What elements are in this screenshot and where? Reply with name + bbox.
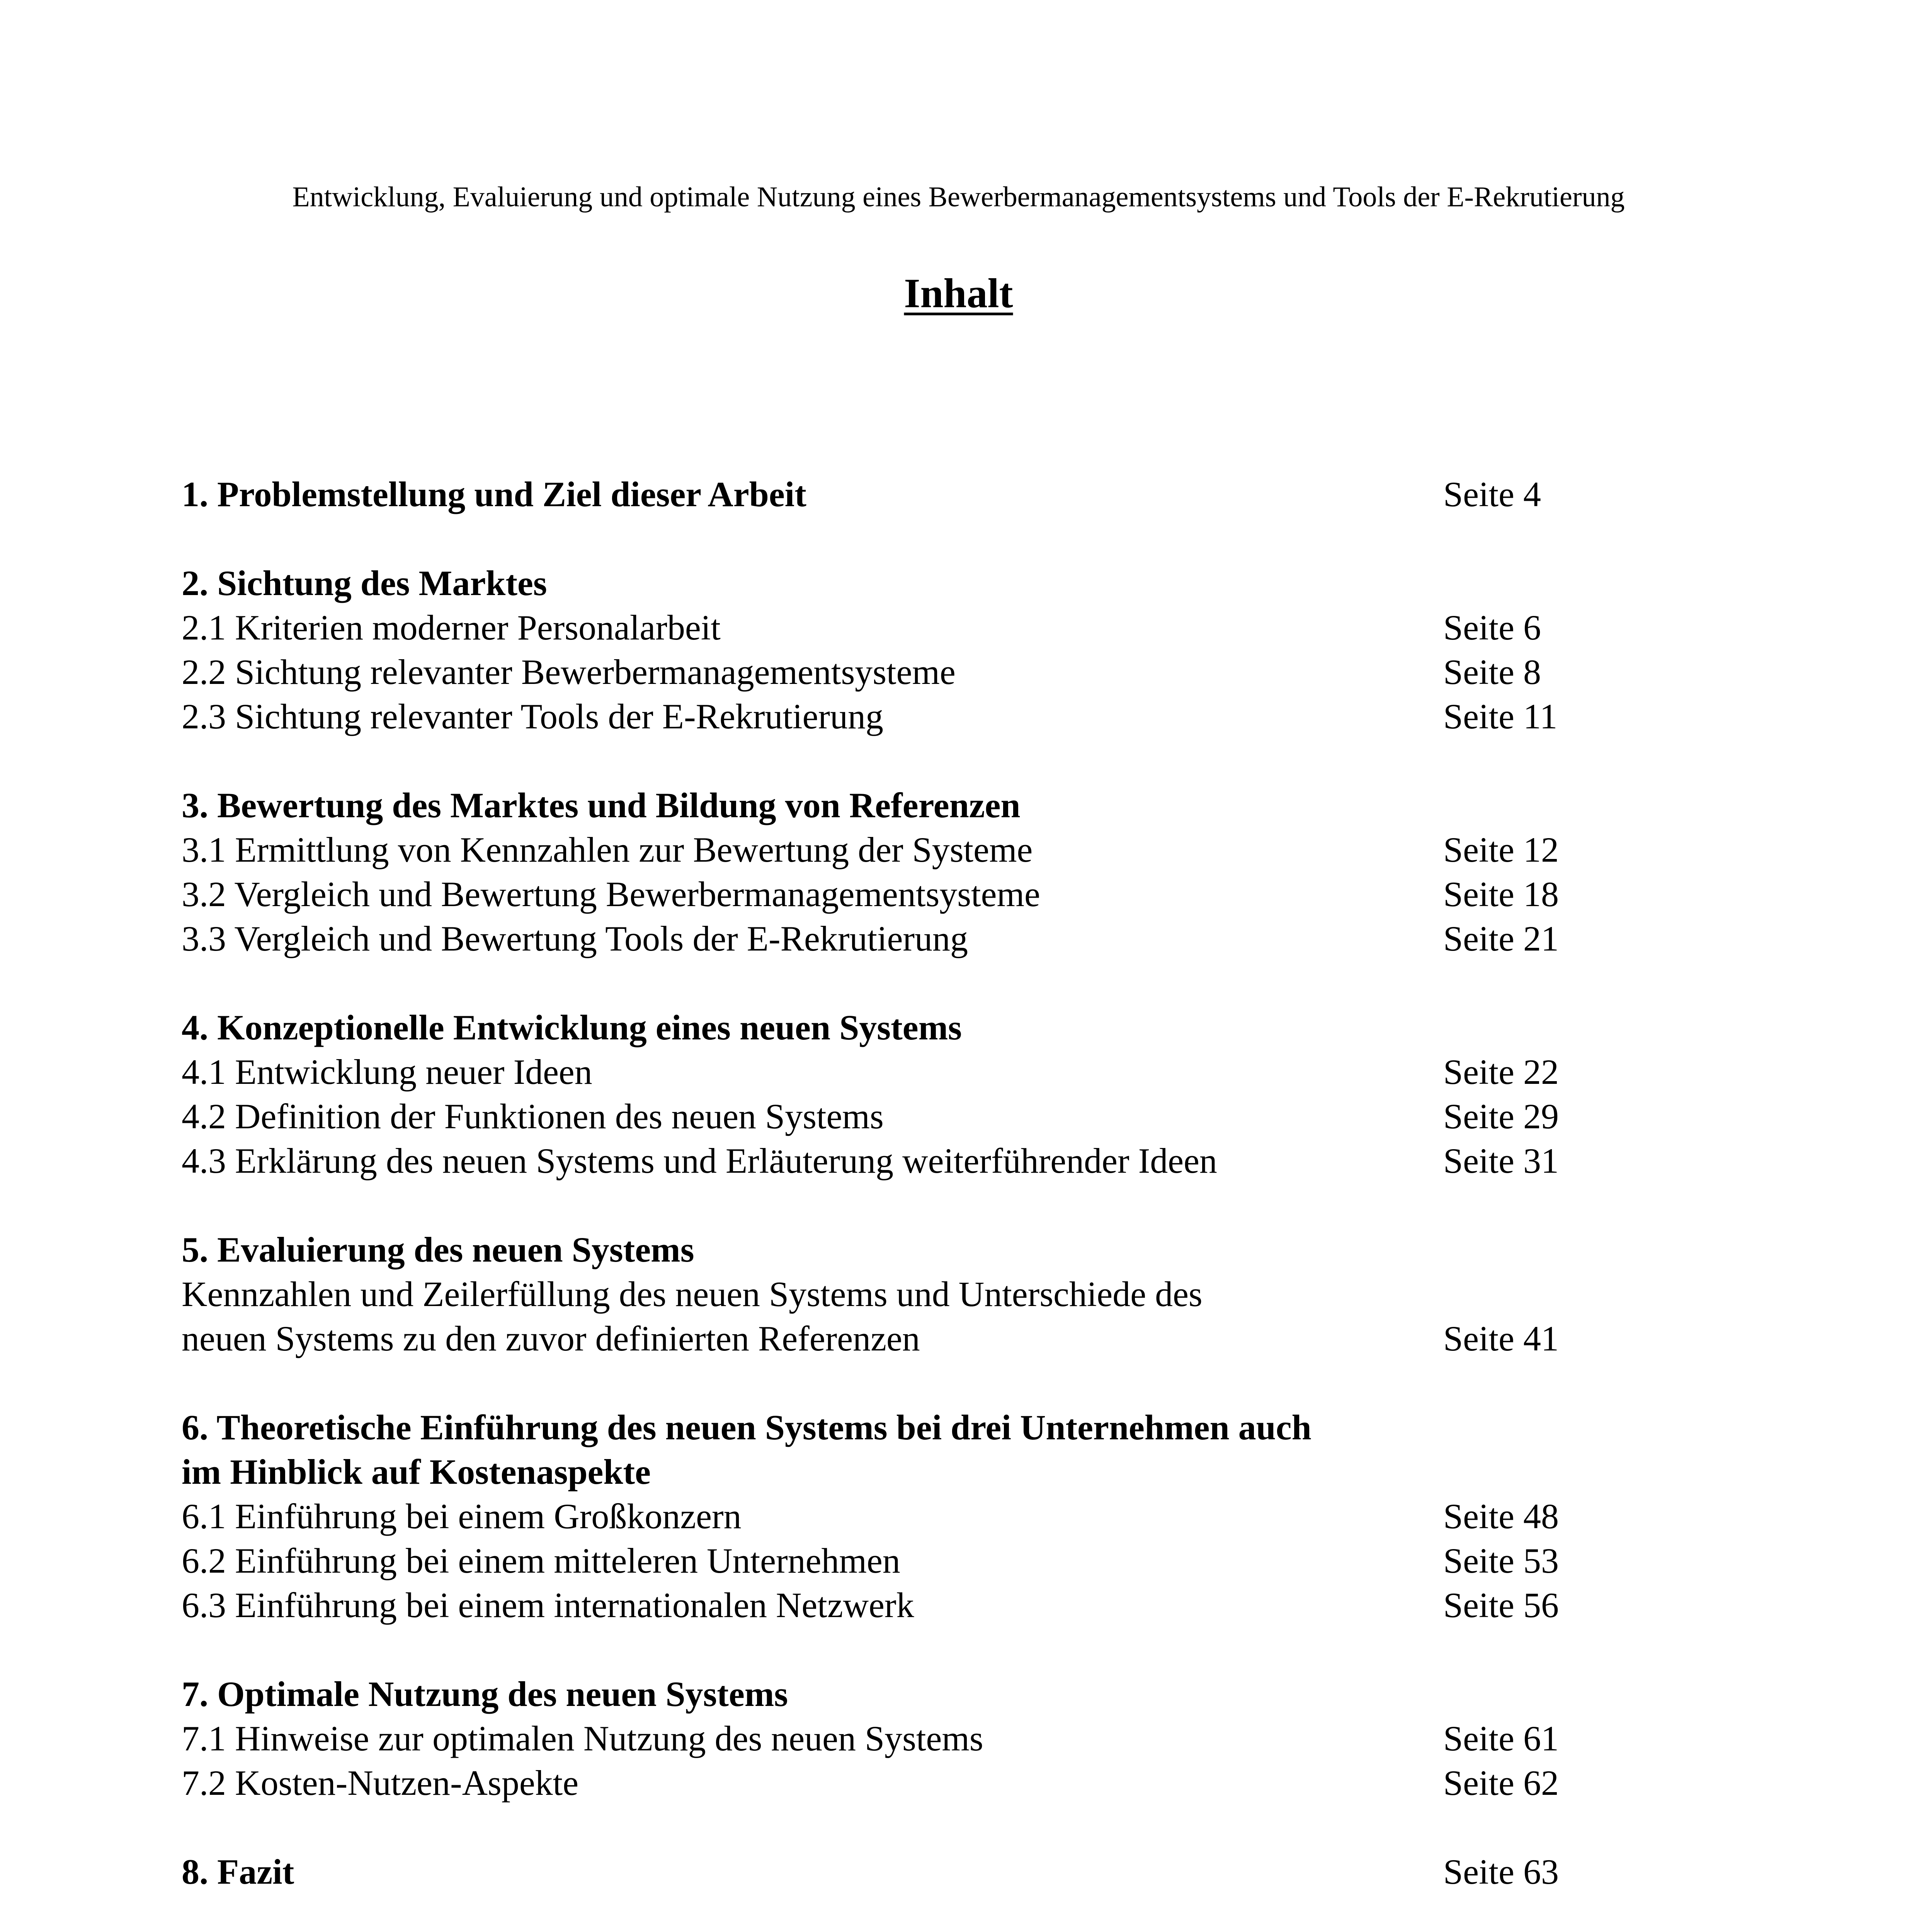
toc-page-number: Seite 6 (1443, 608, 1541, 647)
toc-entry-6-2: 6.2 Einführung bei einem mitteleren Unternehmen (182, 1541, 900, 1580)
toc-page-number: Seite 62 (1443, 1763, 1559, 1803)
toc-entry-6-3: 6.3 Einführung bei einem internationalen Netzwerk (182, 1585, 914, 1625)
toc-page-number: Seite 31 (1443, 1141, 1559, 1180)
toc-heading-6-line-2: im Hinblick auf Kostenaspekte (182, 1452, 651, 1492)
running-header: Entwicklung, Evaluierung und optimale Nutzung eines Bewerbermanagementsystems und Tools der E-Rekrutierung (292, 181, 1625, 213)
toc-page-number: Seite 63 (1443, 1852, 1559, 1891)
toc-page-number: Seite 4 (1443, 474, 1541, 514)
toc-entry-4-2: 4.2 Definition der Funktionen des neuen Systems (182, 1097, 884, 1136)
toc-page-number: Seite 21 (1443, 919, 1559, 958)
toc-entry-7-1: 7.1 Hinweise zur optimalen Nutzung des neuen Systems (182, 1719, 983, 1758)
toc-page-number: Seite 48 (1443, 1497, 1559, 1536)
toc-heading-4: 4. Konzeptionelle Entwicklung eines neuen Systems (182, 1008, 962, 1047)
toc-page-number: Seite 41 (1443, 1319, 1559, 1358)
toc-heading-5: 5. Evaluierung des neuen Systems (182, 1230, 694, 1269)
toc-page-number: Seite 61 (1443, 1719, 1559, 1758)
toc-page-number: Seite 8 (1443, 652, 1541, 692)
toc-page-number: Seite 12 (1443, 830, 1559, 869)
toc-entry-3-1: 3.1 Ermittlung von Kennzahlen zur Bewertung der Systeme (182, 830, 1033, 869)
toc-entry-5-line-1: Kennzahlen und Zeilerfüllung des neuen Systems und Unterschiede des (182, 1274, 1203, 1314)
toc-page-number: Seite 56 (1443, 1585, 1559, 1625)
toc-entry-6-1: 6.1 Einführung bei einem Großkonzern (182, 1497, 742, 1536)
toc-entry-3-2: 3.2 Vergleich und Bewertung Bewerbermanagementsysteme (182, 874, 1040, 914)
toc-entry-5-line-2: neuen Systems zu den zuvor definierten Referenzen (182, 1319, 920, 1358)
toc-entry-4-3: 4.3 Erklärung des neuen Systems und Erläuterung weiterführender Ideen (182, 1141, 1217, 1180)
toc-page-number: Seite 11 (1443, 697, 1558, 736)
toc-entry-7-2: 7.2 Kosten-Nutzen-Aspekte (182, 1763, 579, 1803)
toc-page-number: Seite 29 (1443, 1097, 1559, 1136)
toc-page-number: Seite 18 (1443, 874, 1559, 914)
toc-entry-2-1: 2.1 Kriterien moderner Personalarbeit (182, 608, 721, 647)
toc-heading-3: 3. Bewertung des Marktes und Bildung von Referenzen (182, 786, 1021, 825)
toc-page-number: Seite 22 (1443, 1052, 1559, 1092)
toc-entry-2-2: 2.2 Sichtung relevanter Bewerbermanagementsysteme (182, 652, 956, 692)
toc-heading-2: 2. Sichtung des Marktes (182, 563, 547, 603)
toc-heading-1: 1. Problemstellung und Ziel dieser Arbeit (182, 474, 806, 514)
toc-heading-6-line-1: 6. Theoretische Einführung des neuen Systems bei drei Unternehmen auch (182, 1408, 1311, 1447)
toc-heading-7: 7. Optimale Nutzung des neuen Systems (182, 1674, 788, 1714)
toc-heading-8: 8. Fazit (182, 1852, 294, 1891)
toc-entry-3-3: 3.3 Vergleich und Bewertung Tools der E-Rekrutierung (182, 919, 968, 958)
toc-page-number: Seite 53 (1443, 1541, 1559, 1580)
toc-entry-4-1: 4.1 Entwicklung neuer Ideen (182, 1052, 592, 1092)
toc-entry-2-3: 2.3 Sichtung relevanter Tools der E-Rekrutierung (182, 697, 884, 736)
page-title: Inhalt (904, 270, 1013, 316)
